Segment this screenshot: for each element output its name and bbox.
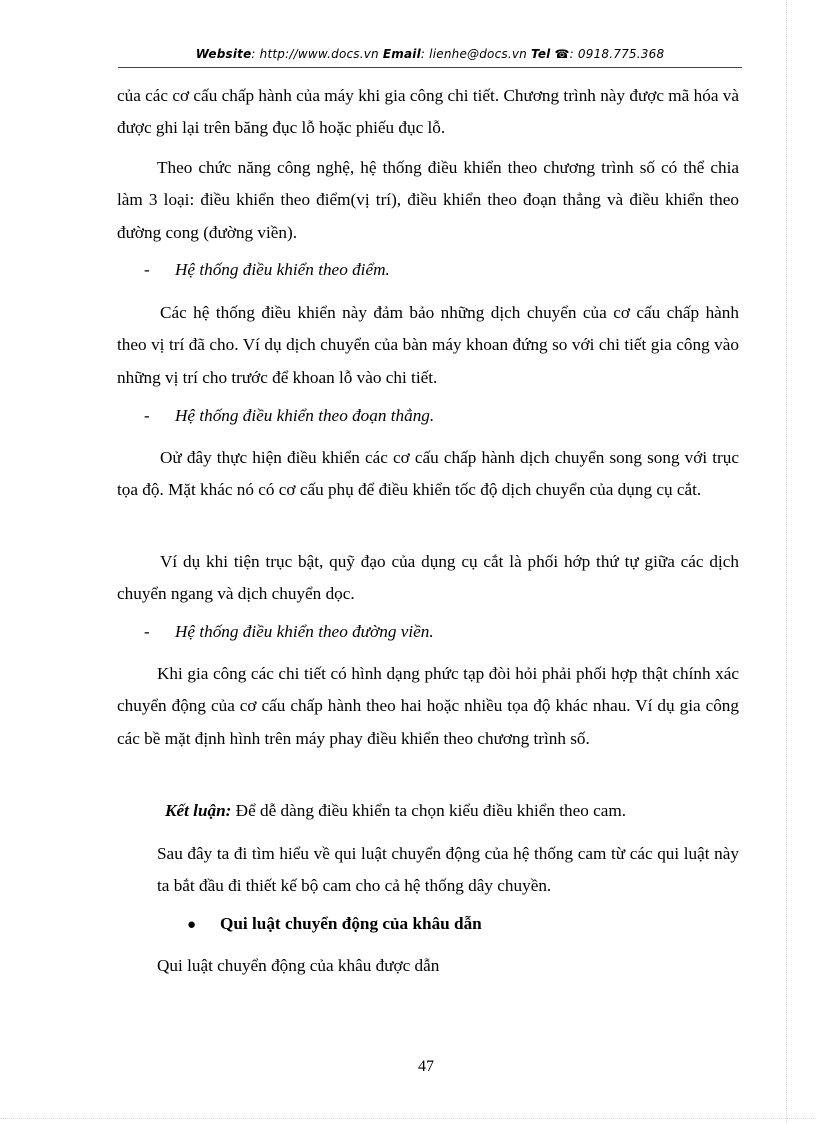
list-item-point-control: Hệ thống điều khiển theo điểm. (175, 260, 390, 279)
paragraph-7: Sau đây ta đi tìm hiểu về qui luật chuyển động của hệ thống cam từ các qui luật này ta bắt đầu đi thiết kế bộ cam cho cả hệ thống dây chuyền. (157, 844, 739, 896)
paragraph-3: Các hệ thống điều khiển này đảm bảo những dịch chuyển của cơ cấu chấp hành theo vị trí đã cho. Ví dụ dịch chuyển của bàn máy khoan đứng so với chi tiết gia công vào những vị trí cho trước để khoan lỗ vào chi tiết. (117, 303, 739, 387)
bullet-icon: ● (187, 917, 197, 933)
page-edge-bottom (0, 1118, 816, 1124)
email-label: Email (382, 47, 421, 61)
header-rule (118, 67, 742, 68)
paragraph-4: Oử đây thực hiện điều khiển các cơ cấu chấp hành dịch chuyển song song với trục tọa độ. Mặt khác nó có cơ cấu phụ để điều khiển tốc độ dịch chuyển của dụng cụ cắt. (117, 448, 739, 500)
list-dash: - (144, 260, 150, 279)
conclusion (165, 795, 745, 827)
paragraph-8: Qui luật chuyển động của khâu được dẫn (157, 956, 440, 975)
conclusion-label: Kết luận: (165, 801, 232, 820)
page-header (118, 47, 742, 61)
list-dash: - (144, 622, 150, 641)
list-item-line-control: Hệ thống điều khiển theo đoạn thẳng. (175, 406, 435, 425)
list-item-contour-control: Hệ thống điều khiển theo đường viền. (175, 622, 434, 641)
section-heading: Qui luật chuyển động của khâu dẫn (220, 914, 482, 933)
paragraph-2: Theo chức năng công nghệ, hệ thống điều khiển theo chương trình số có thể chia làm 3 loại: điều khiển theo điểm(vị trí), điều khiển theo đoạn thẳng và điều khiển theo đường cong (đường viền). (117, 158, 739, 242)
paragraph-5: Ví dụ khi tiện trục bật, quỹ đạo của dụng cụ cắt là phối hớp thứ tự giữa các dịch chuyển ngang và dịch chuyển dọc. (117, 552, 739, 604)
email-value: : lienhe@docs.vn (420, 47, 527, 61)
phone-icon: ☎ (554, 47, 570, 61)
tel-label: Tel (530, 47, 551, 61)
website-label: Website (195, 47, 252, 61)
paragraph-6: Khi gia công các chi tiết có hình dạng phức tạp đòi hỏi phải phối hợp thật chính xác chuyển động của cơ cấu chấp hành theo hai hoặc nhiều tọa độ khác nhau. Ví dụ gia công các bề mặt định hình trên máy phay điều khiển theo chương trình số. (117, 664, 739, 748)
tel-value: : 0918.775.368 (569, 47, 665, 61)
paragraph-1: của các cơ cấu chấp hành của máy khi gia công chi tiết. Chương trình này được mã hóa và được ghi lại trên băng đục lỗ hoặc phiếu đục lỗ. (117, 86, 739, 138)
list-dash: - (144, 406, 150, 425)
conclusion-text: Để dễ dàng điều khiển ta chọn kiểu điều khiển theo cam. (231, 801, 627, 820)
page-number: 47 (418, 1058, 434, 1075)
website-value: : http://www.docs.vn (251, 47, 379, 61)
page-edge-right (786, 0, 816, 1123)
